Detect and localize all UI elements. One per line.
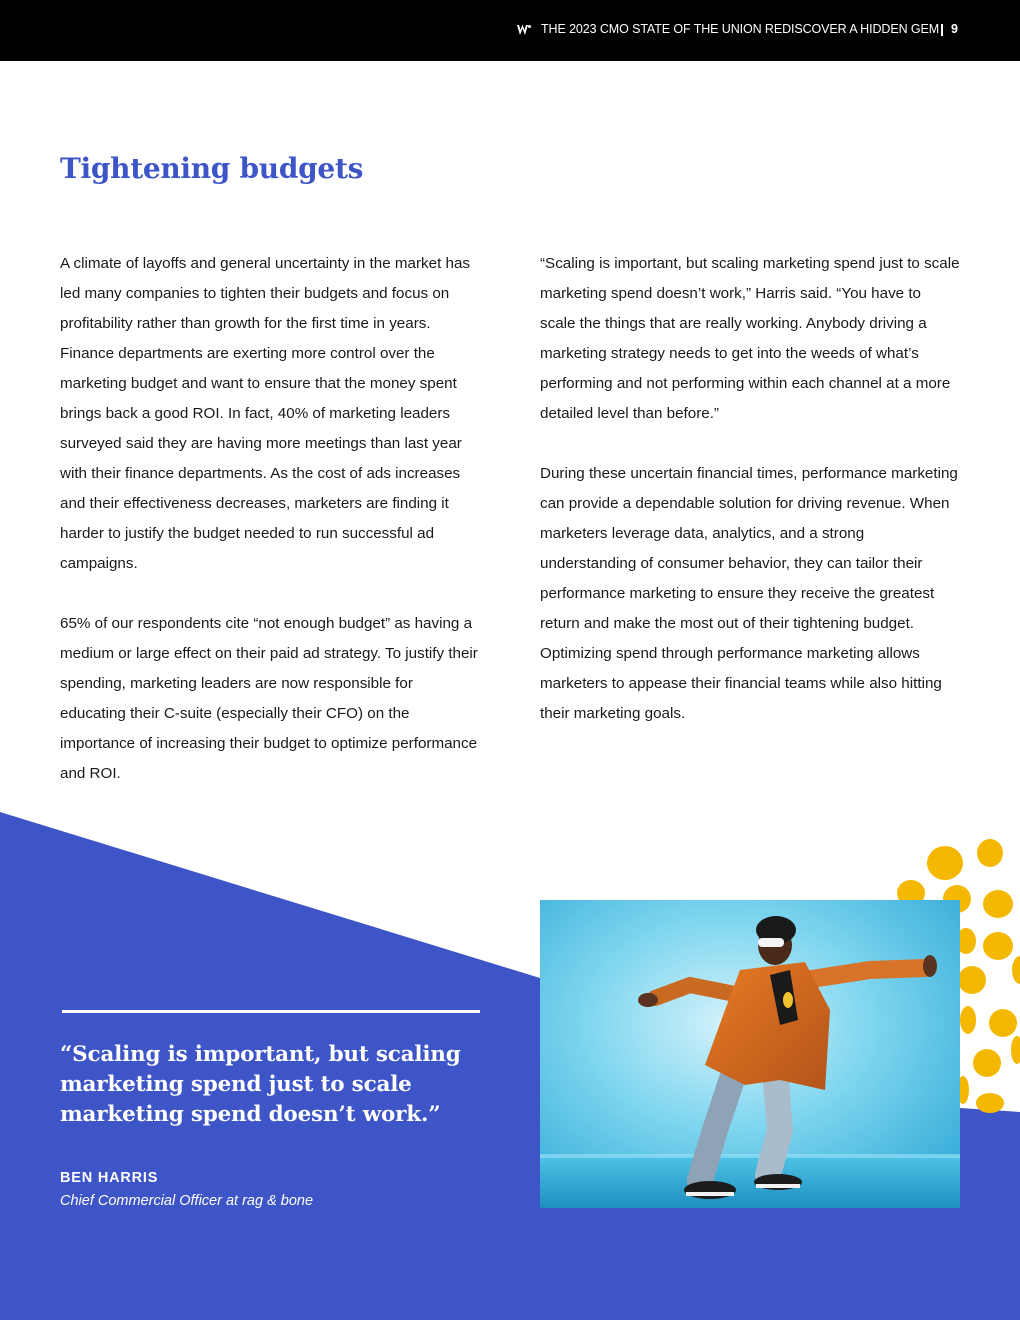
- body-column-left: [60, 249, 480, 819]
- body-paragraph: A climate of layoffs and general uncertainty in the market has led many companies to tighten their budgets and focus on profitability rather than growth for the first time in years. Finance departments are exerting more control over the marketing budget and want to ensure that the money spent brings back a good ROI. In fact, 40% of marketing leaders surveyed said they are having more meetings than last year with their finance departments. As the cost of ads increases and their effectiveness decreases, marketers are finding it harder to justify the budget needed to run successful ad campaigns.: [60, 255, 471, 572]
- quote-divider: [62, 1010, 480, 1013]
- dancer-photo: [540, 900, 960, 1208]
- body-paragraph: 65% of our respondents cite “not enough budget” as having a medium or large effect on their paid ad strategy. To justify their spending, marketing leaders are now responsible for educating their C-suite (especially their CFO) on the importance of increasing their budget to optimize performance and ROI.: [60, 615, 478, 782]
- section-heading: Tightening budgets: [60, 152, 364, 185]
- body-paragraph: During these uncertain financial times, performance marketing can provide a dependable solution for driving revenue. When marketers leverage data, analytics, and a strong understanding of consumer behavior, they can tailor their performance marketing to ensure they receive the greatest return and make the most out of their tightening budget. Optimizing spend through performance marketing allows marketers to appease their financial teams while also hitting their marketing goals.: [540, 465, 958, 722]
- body-paragraph: “Scaling is important, but scaling marketing spend just to scale marketing spend doesn’t work,” Harris said. “You have to scale the things that are really working. Anybody driving a marketing strategy needs to get into the weeds of what’s performing and not performing within each channel at a more detailed level than before.”: [540, 255, 960, 422]
- header-bar: [0, 0, 1020, 61]
- header-divider: [941, 24, 943, 36]
- dancer-illustration: [540, 900, 960, 1208]
- pull-quote: “Scaling is important, but scaling marketing spend just to scale marketing spend doesn’t work.”: [60, 1042, 461, 1127]
- quote-author-name: BEN HARRIS: [60, 1170, 159, 1186]
- body-column-right: [540, 249, 960, 759]
- w-logo-icon: [517, 24, 531, 36]
- page-number: 9: [951, 22, 958, 36]
- quote-author-role: Chief Commercial Officer at rag & bone: [60, 1193, 314, 1209]
- document-title: THE 2023 CMO STATE OF THE UNION REDISCOVER A HIDDEN GEM: [541, 22, 940, 36]
